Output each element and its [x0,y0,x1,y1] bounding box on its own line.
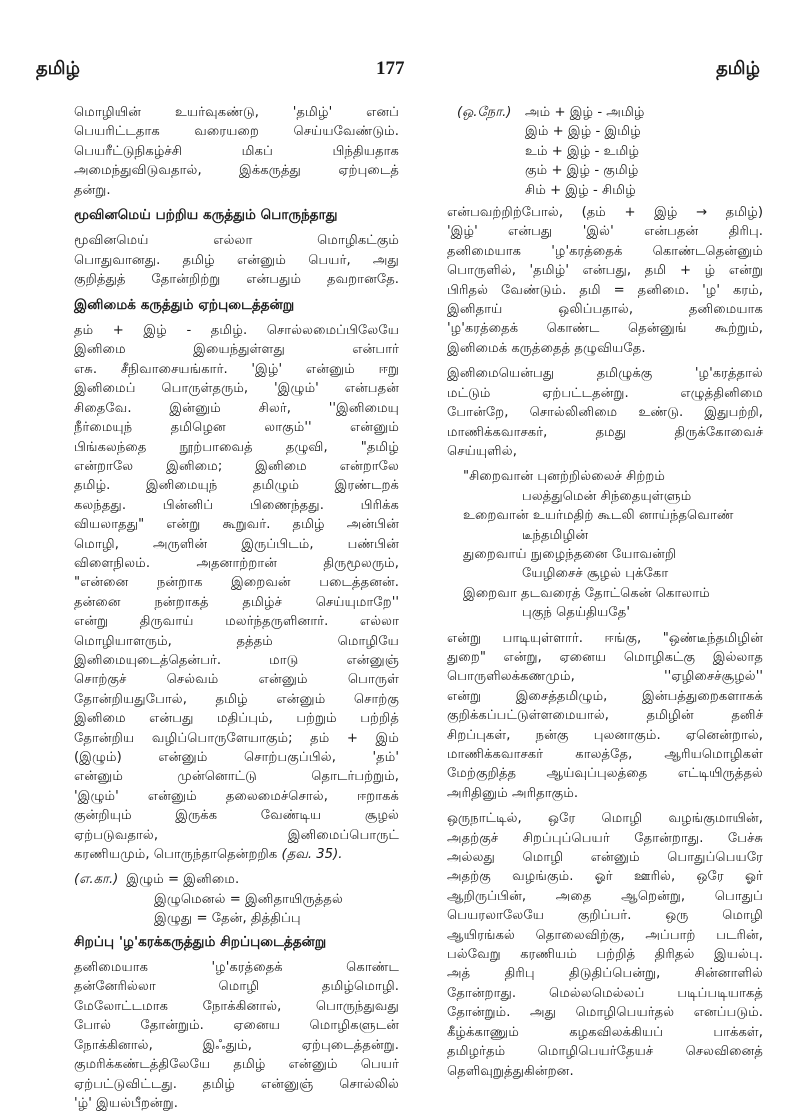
text-line: கீழ்க்காணும் கழகவிலக்கியப் பாக்கள், [447,1024,763,1040]
text-line: தோன்றிய வழிப்பொருளேயாகும்; தம் + இம் [74,730,399,746]
text-line: தன்னை நன்றாகத் தமிழ்ச் செய்யுமாறே'' [74,594,399,610]
text-line: தோன்றியதுபோல், தமிழ் என்னும் சொற்கு [74,691,399,707]
text-line: இனிமையென்பது தமிழுக்கு 'ழ'கரத்தால் [447,366,763,382]
text-line: நீர்மையுந் தமிழென லாகும்'' என்னும் [74,420,399,436]
text-line: பொதுவானது. தமிழ் என்னும் பெயர், அது [74,252,399,268]
formula-line: சிம் + இழ் - சிமிழ் [525,182,636,198]
verse-quotation [447,467,763,622]
text-line: கலந்தது. பின்னிப் பிணைந்தது. பிரிக்க [74,497,399,513]
section-heading-inimai: இனிமைக் கருத்தும் ஏற்புடைத்தன்று [74,296,295,313]
paragraph-language-naming [447,809,763,1081]
example-line: இழுது = தேன், தித்திப்பு [154,911,301,927]
compare-label: (ஒ.நோ.) [457,105,512,120]
paragraph-inimai-sol [447,364,763,461]
text-line: சொற்குச் செல்வம் என்னும் பொருள் [74,672,399,688]
text-line: என்பவற்றிற்போல், (தம் + இழ் → தமிழ்) [447,205,763,221]
text-line: இனிமை என்பது மதிப்பும், பற்றும் பற்றித் [74,711,399,727]
section-heading-muvinamey: மூவினமெய் பற்றிய கருத்தும் பொருந்தாது [74,207,338,224]
text-line: என்று இசைத்தமிழும், இன்பத்துறைகளாகக் [447,688,763,704]
formula-line: உம் + இழ் - உமிழ் [525,143,640,159]
text-line: தன்று. [74,182,111,198]
text-line: அத் திரிபு திடுதிப்பென்று, சின்னாளில் [447,966,763,982]
text-line: பொருளில், 'தமிழ்' என்பது, தமி + ழ் என்று [447,263,763,279]
verse-line: யேழிசைச் சூழல் புக்கோ [522,566,669,582]
text-line: நோக்கினால், இஃதும், ஏற்புடைத்தன்று. [74,1037,399,1053]
text-line: போல் தோன்றும். ஏனைய மொழிகளுடன் [74,1018,399,1034]
text-line: 'இழும்' என்னும் தலைமைச்சொல், ஈறாகக் [74,788,399,804]
text-line: மொழியாளரும், தத்தம் மொழியே [74,633,399,649]
text-line: ஏற்பட்டுவிட்டது. தமிழ் என்னுஞ் சொல்லில் [74,1076,399,1092]
running-head-right: தமிழ் [716,58,760,79]
formula-line: கும் + இழ் - குமிழ் [525,163,639,179]
text-line: இனிமைக் கருத்தைத் தழுவியதே. [447,340,646,356]
verse-line: "சிறைவான் புனற்றில்லைச் சிற்றம் [463,469,666,485]
text-line: துறை" என்று, ஏனைய மொழிகட்கு இல்லாத [447,649,763,665]
citation: (தவ. 35). [281,847,343,863]
text-line: மொழியின் உயர்வுகண்டு, 'தமிழ்' எனப் [74,105,399,120]
text-line: மட்டும் ஏற்பட்டதன்று. எழுத்தினிமை [447,385,763,401]
text-line: 'ழ'கரத்தைக் கொண்ட தென்னுங் கூற்றும், [447,321,763,337]
text-line: சிதைவே. இன்னும் சிலர், ''இனிமையு [74,400,399,416]
left-column [74,103,399,1119]
text-line: தோன்றும். அது மொழிபெயர்தல் எனப்படும். [447,1005,763,1021]
text-line: மொழி, அருளின் இருப்பிடம், பண்பின் [74,536,399,552]
text-line [74,845,399,864]
text-line: போன்றே, சொல்லினிமை உண்டு. இதுபற்றி, [447,405,763,421]
text-line: மூவினமெய் எல்லா மொழிகட்கும் [74,233,399,249]
text-line: பெயரீட்டுநிகழ்ச்சி மிகப் பிந்தியதாக [74,143,399,159]
text-line: அமைந்துவிடுவதால், இக்கருத்து ஏற்புடைத் [74,163,399,179]
text-line: இனிமைப் பொருள்தரும், 'இழும்' என்பதன் [74,381,399,397]
text-line: அதற்கு வழங்கும். ஓர் ஊரில், ஒரே ஓர் [447,869,763,885]
formula-line: இம் + இழ் - இமிழ் [525,124,641,140]
text-line: தமிழ். இனிமையுந் தமிழும் இரண்டறக் [74,478,399,494]
text-line: ஆறிருப்பின், அதை ஆறென்று, பொதுப் [447,888,763,904]
text-line: அல்லது மொழி என்னும் பொதுப்பெயரே [447,850,763,866]
text-line: மேலோட்டமாக நோக்கினால், பொருந்துவது [74,998,399,1014]
paragraph-verse-commentary [447,629,763,804]
paragraph-intro [74,103,399,200]
text-line: மேற்குறித்த ஆய்வுப்புலத்தை எட்டியிருத்தல் [447,766,763,782]
right-column [447,103,763,1087]
example-line: இழுமெனல் = இனிதாயிருத்தல் [154,891,343,907]
formula-line [447,103,763,122]
text-line: இனிமை இயைந்துள்ளது என்பார் [74,342,399,358]
text-line: தோன்றாது. மெல்லமெல்லப் படிப்படியாகத் [447,985,763,1001]
paragraph-muvinamey [74,231,399,289]
text-line: தனிமையாக 'ழ'கரத்தைக் கொண்ட [74,960,399,976]
text-fragment: கரணியமும், பொருந்தாதென்றறிக [74,847,278,863]
text-line: பொருளிலக்கணமும், ''ஏழிசைச்சூழல்'' [447,669,763,685]
text-line: என்று திருவாய் மலர்ந்தருளினார். எல்லா [74,614,399,630]
text-line: 'ழ்' இயல்பீறன்று. [74,1095,178,1111]
text-line: தமிழர்தம் மொழிபெயர்தேயச் செலவினைத் [447,1044,763,1060]
text-line: இனிமையுடைத்தென்பர். மாடு என்னுஞ் [74,652,399,668]
verse-line: புகுந் தெய்தியதே' [522,605,630,621]
text-line: "என்னை நன்றாக இறைவன் படைத்தனன். [74,575,399,591]
text-line: தெளிவுறுத்துகின்றன. [447,1063,574,1079]
example-line [74,870,399,889]
text-line: என்று பாடியுள்ளார். ஈங்கு, "ஒண்டீந்தமிழின் [447,630,763,646]
text-line: குமரிக்கண்டத்திலேயே தமிழ் என்னும் பெயர் [74,1057,399,1073]
paragraph-zhagaram [74,958,399,1113]
page-number: 177 [376,58,405,79]
text-line: பிரிதல் வேண்டும். தமி = தனிமை. 'ழ' கரம், [447,282,763,298]
example-label: (எ.கா.) [74,872,119,888]
text-line: ஒருநாட்டில், ஒரே மொழி வழங்குமாயின், [447,811,763,827]
verse-line: பலத்துமென் சிந்தையுள்ளும் [522,488,692,504]
verse-line: துறைவாய் நுழைந்தனை யோவன்றி [463,546,677,562]
text-line: 'இழ்' என்பது 'இல்' என்பதன் திரிபு. [447,224,763,240]
text-line: விளைநிலம். அதனாற்றான் திருமூலரும், [74,555,399,571]
text-line: சிறப்புகள், நன்கு புலனாகும். ஏனென்றால், [447,727,763,743]
paragraph-tamil-split [447,203,763,358]
text-line: அரிதினும் அரிதாகும். [447,785,579,801]
example-text: இழும் = இனிமை. [126,872,240,888]
formula-text: அம் + இழ் - அமிழ் [525,105,645,120]
text-line: எசு. சீநிவாசையங்கார். 'இழ்' என்னும் ஈறு [74,361,399,377]
running-head-left: தமிழ் [36,58,80,79]
text-line: மாணிக்கவாசகர் காலத்தே, ஆரியமொழிகள் [447,747,763,762]
text-line: இனிதாய் ஒலிப்பதால், தனிமையாக [447,302,763,318]
text-line: செய்யுளில், [447,443,517,459]
text-line: பெயரலாலேயே குறிப்பர். ஒரு மொழி [447,908,763,924]
text-line: ஆயிரங்கல் தொலைவிற்கு, அப்பாற் படரின், [447,927,763,943]
example-block [74,870,399,928]
text-line: ஏற்படுவதால், இனிமைப்பொருட் [74,827,399,843]
text-line: தனிமையாக 'ழ'கரத்தைக் கொண்டதென்னும் [447,243,763,259]
text-line: வியலாதது" என்று கூறுவர். தமிழ் அன்பின் [74,517,399,533]
verse-line: டீந்தமிழின் [522,527,589,543]
text-line: பெயரிட்டதாக வரையறை செய்யவேண்டும். [74,124,399,140]
text-line: குறிக்கப்பட்டுள்ளமையால், தமிழின் தனிச் [447,708,763,724]
paragraph-inimai [74,321,399,864]
section-heading-zhagaram: சிறப்பு 'ழ'கரக்கருத்தும் சிறப்புடைத்தன்று [74,933,327,950]
text-line: பல்வேறு கரணியம் பற்றித் திரிதல் இயல்பு. [447,947,763,963]
text-line: தன்னேரில்லா மொழி தமிழ்மொழி. [74,979,399,995]
text-line: பிங்கலந்தை நூற்பாவைத் தழுவி, "தமிழ் [74,439,399,455]
text-line: குறித்துத் தோன்றிற்று என்பதும் தவறானதே. [74,272,399,288]
text-line: என்னும் முன்னொட்டு தொடர்பற்றும், [74,769,399,785]
text-line: (இழும்) என்னும் சொற்பகுப்பில், 'தம்' [74,750,399,765]
text-line: அதற்குச் சிறப்புப்பெயர் தோன்றாது. பேச்சு [447,830,763,846]
text-line: என்றாலே இனிமை; இனிமை என்றாலே [74,458,399,474]
verse-line: இறைவா தடவரைத் தோட்கென் கொலாம் [463,585,710,601]
verse-line: உறைவான் உயர்மதிற் கூடலி னாய்ந்தவொண் [463,508,734,524]
text-line: மாணிக்கவாசகர், தமது திருக்கோவைச் [447,424,763,440]
comparison-block [447,103,763,200]
text-line: தம் + இழ் - தமிழ். சொல்லமைப்பிலேயே [74,323,399,339]
text-line: குன்றியும் இருக்க வேண்டிய சூழல் [74,808,399,824]
